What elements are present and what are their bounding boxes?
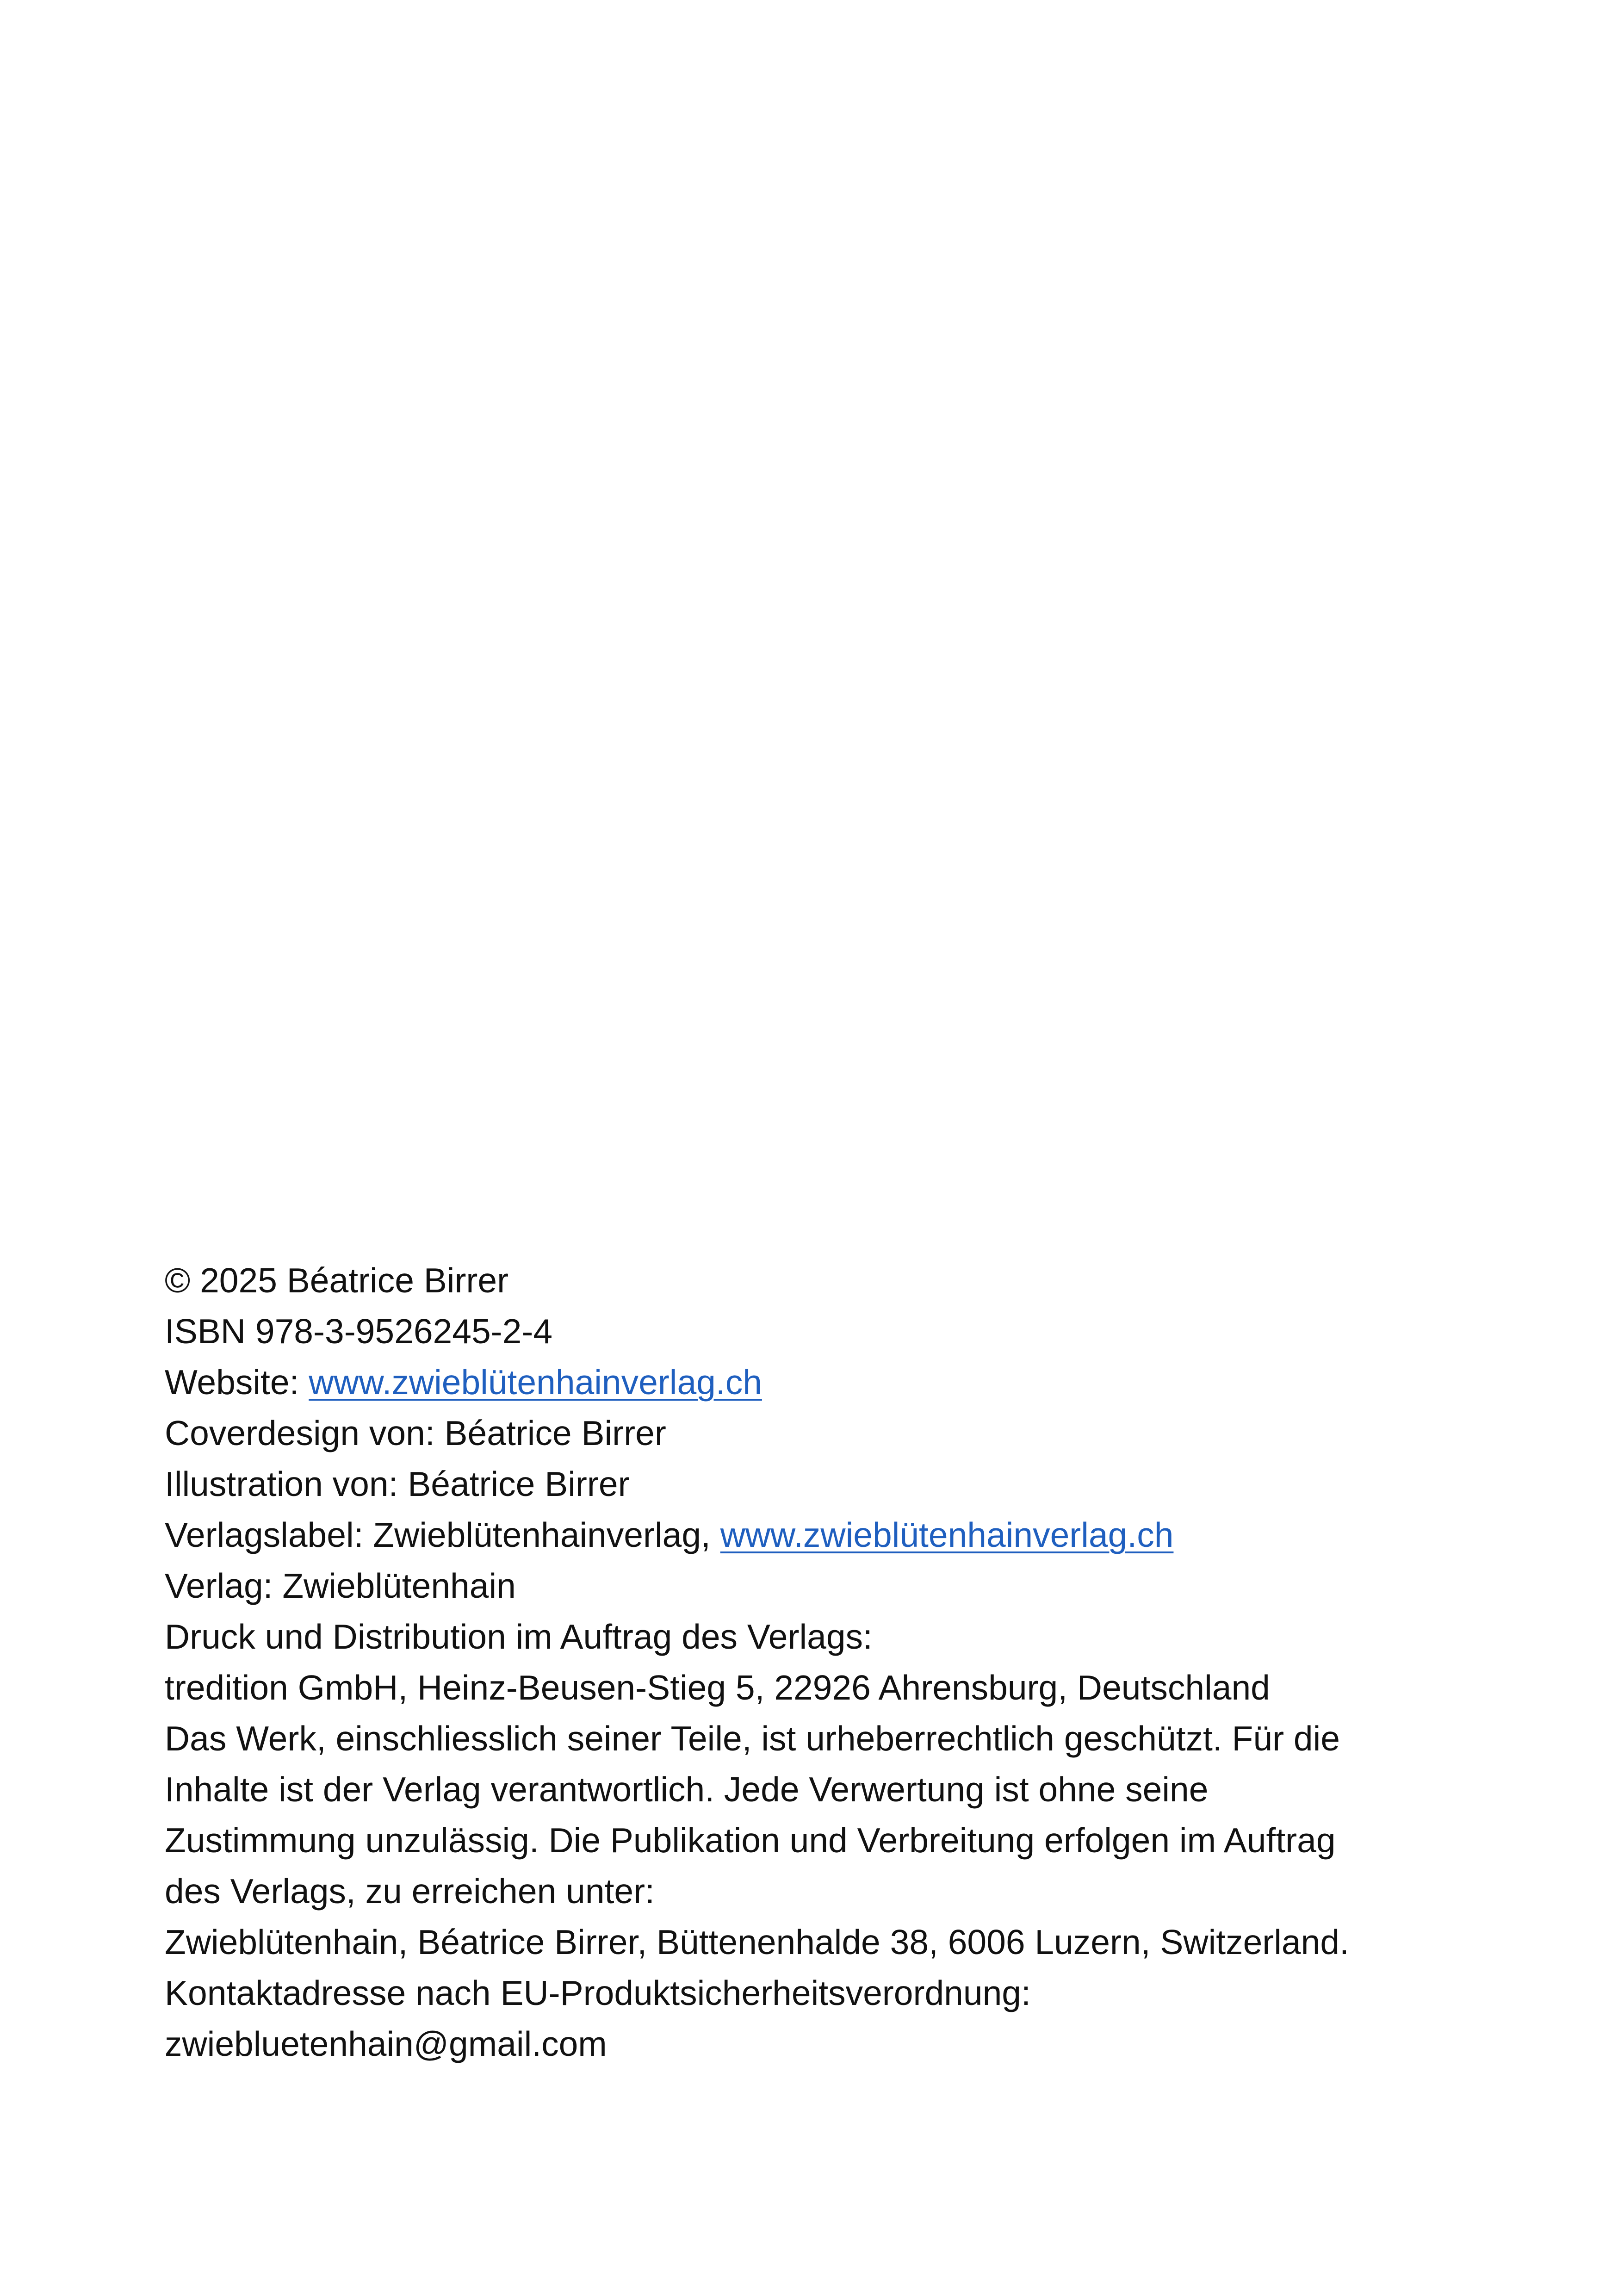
rights-line-3: Zustimmung unzulässig. Die Publikation und Verbreitung erfolgen im Auftrag	[165, 1821, 1336, 1860]
contact-label-line: Kontaktadresse nach EU-Produktsicherheitsverordnung:	[165, 1973, 1031, 2012]
contact-email-line: zwiebluetenhain@gmail.com	[165, 2024, 607, 2063]
copyright-line: © 2025 Béatrice Birrer	[165, 1261, 509, 1300]
imprint-block	[165, 1255, 1451, 2069]
publisher-label-link[interactable]: www.zwieblütenhainverlag.ch	[720, 1515, 1174, 1554]
isbn-line: ISBN 978-3-9526245-2-4	[165, 1312, 553, 1351]
website-line	[165, 1357, 1451, 1408]
publisher-address-line: Zwieblütenhain, Béatrice Birrer, Büttenenhalde 38, 6006 Luzern, Switzerland.	[165, 1923, 1349, 1961]
printer-address-line: tredition GmbH, Heinz-Beusen-Stieg 5, 22926 Ahrensburg, Deutschland	[165, 1668, 1270, 1707]
rights-line-4: des Verlags, zu erreichen unter:	[165, 1872, 655, 1911]
publisher-label-line	[165, 1509, 1451, 1560]
website-label: Website:	[165, 1363, 309, 1402]
illustration-line: Illustration von: Béatrice Birrer	[165, 1464, 630, 1503]
cover-design-line: Coverdesign von: Béatrice Birrer	[165, 1414, 666, 1452]
rights-line-2: Inhalte ist der Verlag verantwortlich. Jede Verwertung ist ohne seine	[165, 1770, 1209, 1809]
publisher-line: Verlag: Zwieblütenhain	[165, 1566, 516, 1605]
print-distribution-line: Druck und Distribution im Auftrag des Verlags:	[165, 1617, 873, 1656]
rights-line-1: Das Werk, einschliesslich seiner Teile, ist urheberrechtlich geschützt. Für die	[165, 1719, 1340, 1758]
website-link[interactable]: www.zwieblütenhainverlag.ch	[309, 1363, 762, 1402]
publisher-label-prefix: Verlagslabel: Zwieblütenhainverlag,	[165, 1515, 720, 1554]
